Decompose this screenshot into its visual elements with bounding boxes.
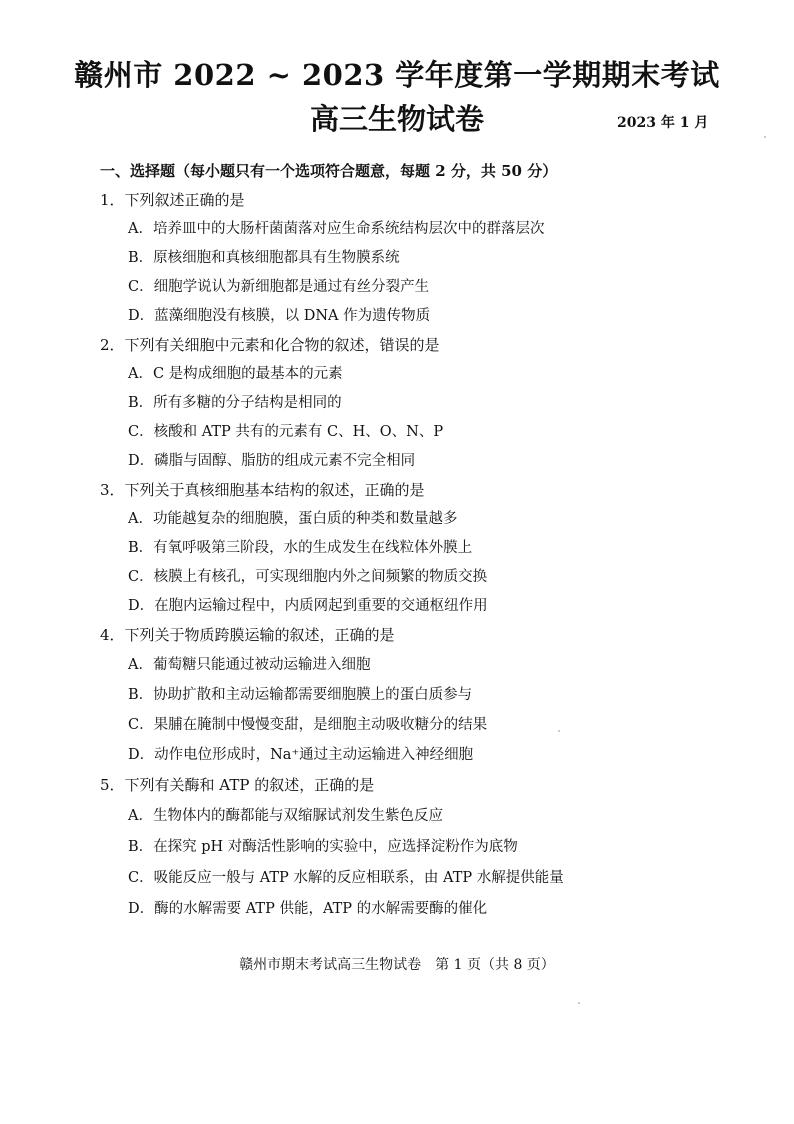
question-1-option-a: A．培养皿中的大肠杆菌菌落对应生命系统结构层次中的群落层次 (128, 221, 545, 237)
scan-speck (578, 1002, 580, 1004)
question-5-option-b: B．在探究 pH 对酶活性影响的实验中，应选择淀粉作为底物 (128, 839, 518, 855)
scan-speck (764, 136, 766, 138)
question-2-option-c: C．核酸和 ATP 共有的元素有 C、H、O、N、P (128, 424, 444, 440)
question-4-option-b: B．协助扩散和主动运输都需要细胞膜上的蛋白质参与 (128, 687, 473, 703)
question-3-option-a: A．功能越复杂的细胞膜，蛋白质的种类和数量越多 (128, 511, 458, 527)
question-5-option-c: C．吸能反应一般与 ATP 水解的反应相联系，由 ATP 水解提供能量 (128, 870, 564, 886)
question-1-option-c: C．细胞学说认为新细胞都是通过有丝分裂产生 (128, 279, 430, 295)
section-heading: 一、选择题（每小题只有一个选项符合题意，每题 2 分，共 50 分） (100, 162, 558, 180)
question-2-stem: 2．下列有关细胞中元素和化合物的叙述，错误的是 (100, 336, 440, 354)
question-4-stem: 4．下列关于物质跨膜运输的叙述，正确的是 (100, 626, 395, 644)
question-2-option-a: A．C 是构成细胞的最基本的元素 (128, 366, 343, 382)
exam-date: 2023 年 1 月 (617, 115, 709, 131)
question-1-option-b: B．原核细胞和真核细胞都具有生物膜系统 (128, 250, 400, 266)
exam-subtitle: 高三生物试卷 (309, 102, 484, 136)
page-footer: 赣州市期末考试高三生物试卷 第 1 页（共 8 页） (239, 957, 555, 973)
question-4-option-d: D．动作电位形成时，Na⁺通过主动运输进入神经细胞 (128, 747, 474, 763)
question-4-option-a: A．葡萄糖只能通过被动运输进入细胞 (128, 657, 371, 673)
question-1-stem: 1．下列叙述正确的是 (100, 191, 245, 209)
question-5-stem: 5．下列有关酶和 ATP 的叙述，正确的是 (100, 776, 375, 794)
question-5-option-d: D．酶的水解需要 ATP 供能，ATP 的水解需要酶的催化 (128, 901, 488, 917)
exam-title: 赣州市 2022 ~ 2023 学年度第一学期期末考试 (74, 58, 720, 92)
question-5-option-a: A．生物体内的酶都能与双缩脲试剂发生紫色反应 (128, 808, 443, 824)
question-3-option-c: C．核膜上有核孔，可实现细胞内外之间频繁的物质交换 (128, 569, 488, 585)
question-3-stem: 3．下列关于真核细胞基本结构的叙述，正确的是 (100, 481, 425, 499)
question-3-option-d: D．在胞内运输过程中，内质网起到重要的交通枢纽作用 (128, 598, 488, 614)
question-1-option-d: D．蓝藻细胞没有核膜，以 DNA 作为遗传物质 (128, 308, 431, 324)
scan-speck (558, 730, 560, 732)
question-4-option-c: C．果脯在腌制中慢慢变甜，是细胞主动吸收糖分的结果 (128, 717, 488, 733)
question-2-option-b: B．所有多糖的分子结构是相同的 (128, 395, 342, 411)
question-2-option-d: D．磷脂与固醇、脂肪的组成元素不完全相同 (128, 453, 416, 469)
question-3-option-b: B．有氧呼吸第三阶段，水的生成发生在线粒体外膜上 (128, 540, 473, 556)
